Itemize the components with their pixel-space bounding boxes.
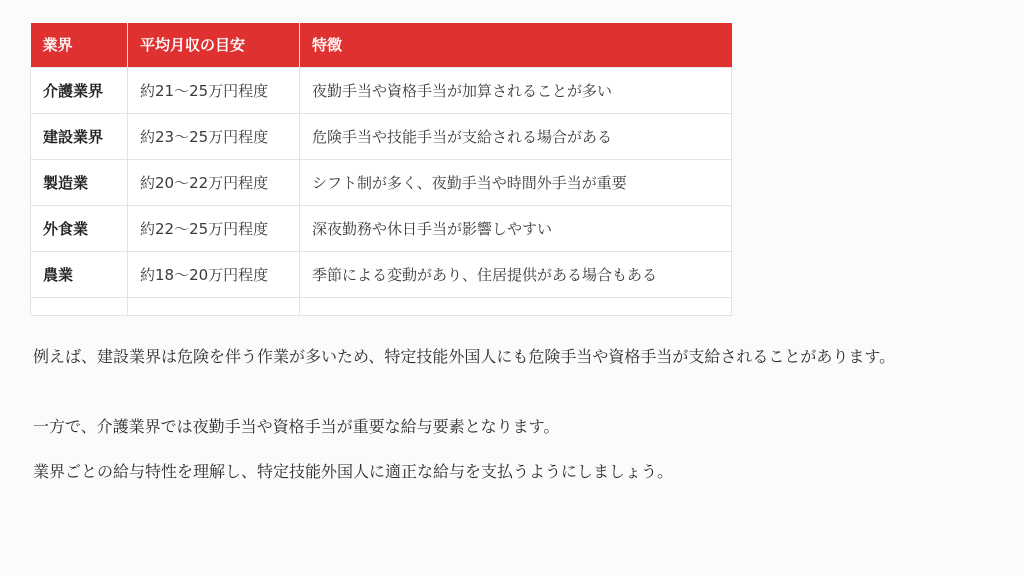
industry-cell: 建設業界 <box>31 113 128 159</box>
table-header-row <box>31 23 732 67</box>
header-industry: 業界 <box>31 23 128 67</box>
salary-cell: 約20～22万円程度 <box>128 159 300 205</box>
empty-cell <box>128 297 300 315</box>
body-paragraph: 例えば、建設業界は危険を伴う作業が多いため、特定技能外国人にも危険手当や資格手当が支給されることがあります。 <box>33 347 896 366</box>
salary-cell: 約23～25万円程度 <box>128 113 300 159</box>
industry-cell: 介護業界 <box>31 67 128 113</box>
table-row <box>31 251 732 297</box>
feature-cell: シフト制が多く、夜勤手当や時間外手当が重要 <box>300 159 732 205</box>
header-salary: 平均月収の目安 <box>128 23 300 67</box>
feature-cell: 深夜勤務や休日手当が影響しやすい <box>300 205 732 251</box>
body-paragraph: 業界ごとの給与特性を理解し、特定技能外国人に適正な給与を支払うようにしましょう。 <box>33 462 674 481</box>
feature-cell: 夜勤手当や資格手当が加算されることが多い <box>300 67 732 113</box>
industry-cell: 製造業 <box>31 159 128 205</box>
salary-cell: 約18～20万円程度 <box>128 251 300 297</box>
salary-cell: 約22～25万円程度 <box>128 205 300 251</box>
empty-cell <box>300 297 732 315</box>
table-row <box>31 67 732 113</box>
industry-cell: 外食業 <box>31 205 128 251</box>
header-feature: 特徴 <box>300 23 732 67</box>
body-paragraph: 一方で、介護業界では夜勤手当や資格手当が重要な給与要素となります。 <box>33 417 560 436</box>
empty-cell <box>31 297 128 315</box>
table-row <box>31 159 732 205</box>
table-row <box>31 113 732 159</box>
salary-table <box>30 23 732 316</box>
feature-cell: 季節による変動があり、住居提供がある場合もある <box>300 251 732 297</box>
table-empty-row <box>31 297 732 315</box>
feature-cell: 危険手当や技能手当が支給される場合がある <box>300 113 732 159</box>
salary-cell: 約21～25万円程度 <box>128 67 300 113</box>
industry-cell: 農業 <box>31 251 128 297</box>
table-row <box>31 205 732 251</box>
